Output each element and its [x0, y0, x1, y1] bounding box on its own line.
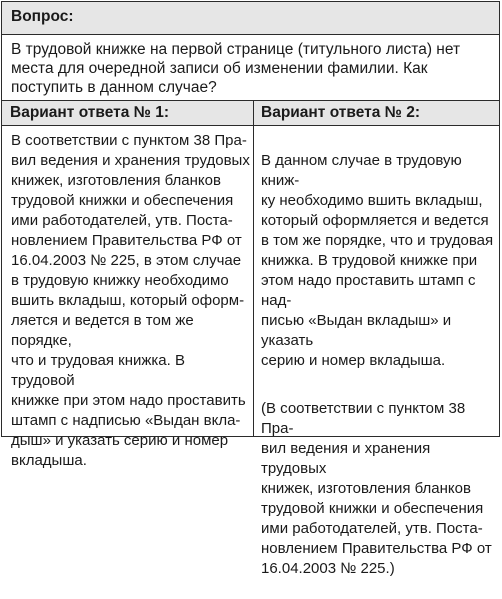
question-header: [2, 2, 499, 35]
question-text: В трудовой книжке на первой странице (титульного листа) нет места для очередной записи об изменении фамилии. Как поступить в данном случае?: [11, 41, 461, 96]
answer-2-header: [253, 100, 499, 126]
qa-table: [1, 1, 500, 577]
answer-1-title: Вариант ответа № 1:: [10, 104, 169, 121]
question-title: Вопрос:: [11, 8, 74, 25]
answer-1-text: В соответствии с пунктом 38 Пра- вил ведения и хранения трудовых книжек, изготовления бланков трудовой книжки и обеспечения ими работодателей, утв. Поста- новлением Правительства РФ от 16.04.2003 № 225, в этом случае в трудовую книжку необходимо вшить вкладыш, который оформ- ляется и ведется в том же порядке, что и трудовая книжка. В трудовой книжке при этом надо проставить штамп с надписью «Выдан вкла- дыш» и указать серию и номер вкладыша.: [11, 132, 250, 469]
column-divider: [253, 100, 254, 437]
answer-2-title: Вариант ответа № 2:: [261, 104, 420, 121]
answer-2-body: [261, 131, 497, 599]
answer-1-header: [2, 100, 253, 126]
answer-2-note: (В соответствии с пунктом 38 Пра- вил ведения и хранения трудовых книжек, изготовления бланков трудовой книжки и обеспечения ими работодателей, утв. Поста- новлением Правительства РФ от 16.04.2003 № 225.): [261, 400, 492, 577]
answer-2-text: В данном случае в трудовую книж- ку необходимо вшить вкладыш, который оформляется и ведется в том же порядке, что и трудовая книжка. В трудовой книжке при этом надо проставить штамп с над- писью «Выдан вкладыш» и указать серию и номер вкладыша.: [261, 152, 494, 369]
